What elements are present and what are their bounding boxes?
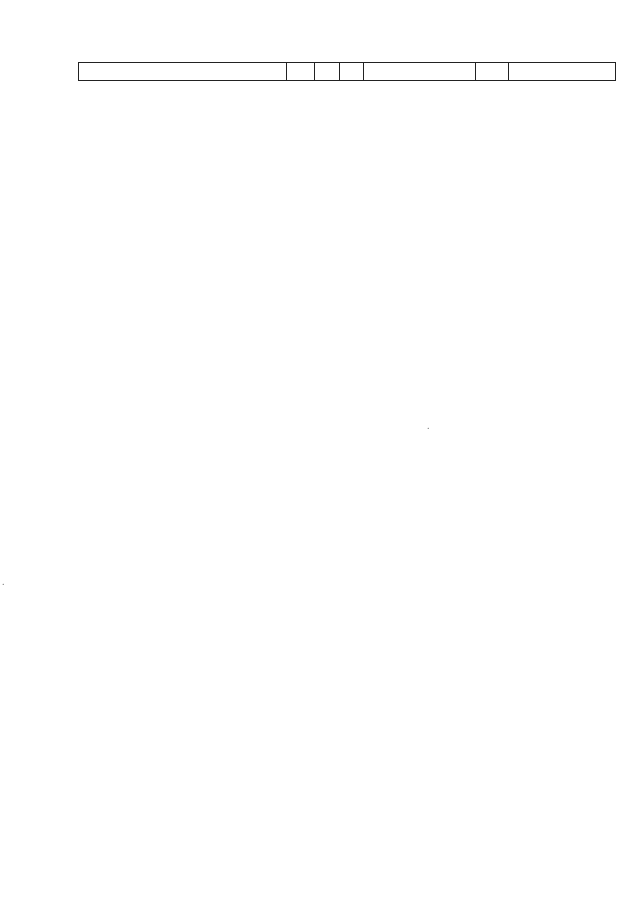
header-col-4 [339,63,363,80]
header-col-6 [475,63,508,80]
header-col-3 [314,63,339,80]
header-col-7 [508,63,615,80]
header-col-1 [79,63,286,80]
scan-mark: . [427,421,430,432]
header-col-2 [286,63,314,80]
header-col-5 [363,63,475,80]
table-header [78,62,616,81]
scan-mark: . [2,577,5,588]
